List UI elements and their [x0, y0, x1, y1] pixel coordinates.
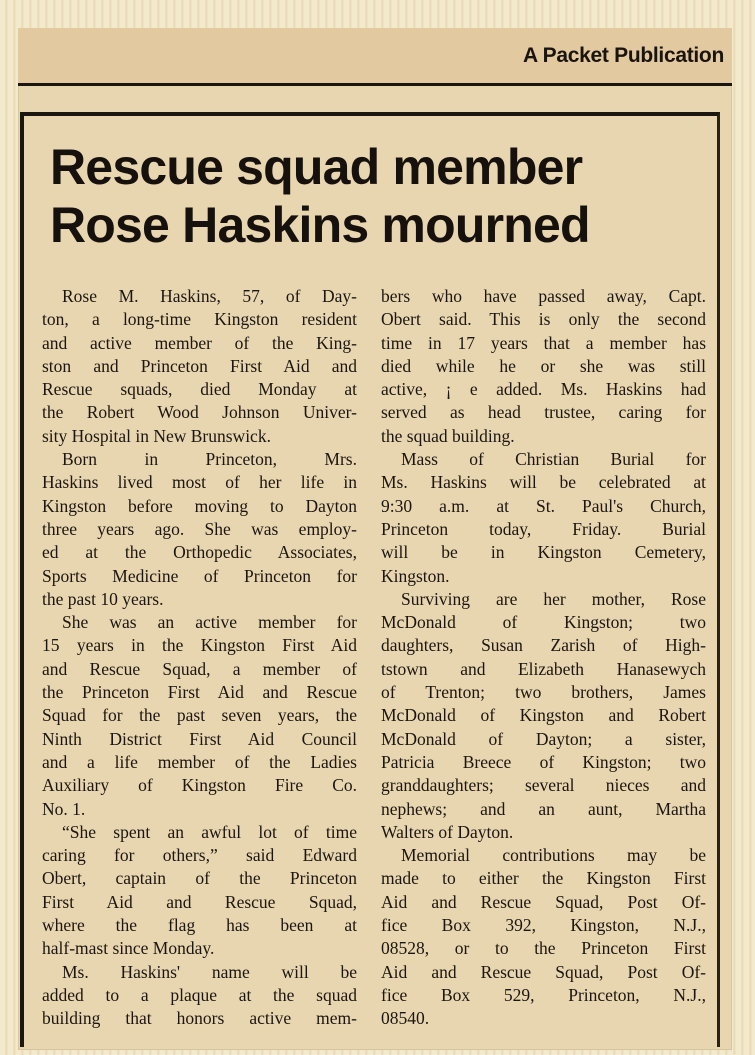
article-text-line: Princeton today, Friday. Burial: [381, 518, 706, 539]
article-text-line: Obert, captain of the Princeton: [42, 868, 357, 889]
article-text-line: bers who have passed away, Capt.: [381, 286, 706, 306]
article-text-line: ston and Princeton First Aid and: [42, 355, 357, 376]
article-text-line: time in 17 years that a member has: [381, 332, 706, 353]
article-text-line: McDonald of Kingston; two: [381, 612, 706, 633]
article-text-line: Kingston before moving to Dayton: [42, 495, 357, 516]
article-column-right: [381, 285, 706, 1031]
article-text-line: ed at the Orthopedic Associates,: [42, 542, 357, 563]
article-text-line: and a life member of the Ladies: [42, 751, 357, 772]
header-rule: [18, 83, 732, 86]
article-text-line: Aid and Rescue Squad, Post Of-: [381, 891, 706, 912]
article-text-line: Haskins lived most of her life in: [42, 472, 357, 493]
article-text-line: 08540.: [381, 1008, 430, 1029]
article-text-line: Mass of Christian Burial for: [401, 449, 706, 470]
article-text-line: 9:30 a.m. at St. Paul's Church,: [381, 495, 706, 516]
article-text-line: Walters of Dayton.: [381, 821, 514, 842]
article-text-line: building that honors active mem-: [42, 1008, 357, 1029]
article-text-line: fice Box 529, Princeton, N.J.,: [381, 984, 706, 1005]
article-text-line: sity Hospital in New Brunswick.: [42, 425, 271, 446]
article-text-line: added to a plaque at the squad: [42, 984, 357, 1005]
publication-label: A Packet Publication: [523, 44, 724, 67]
article-text-line: No. 1.: [42, 798, 86, 819]
article-text-line: granddaughters; several nieces and: [381, 775, 706, 796]
article-text-line: died while he or she was still: [381, 355, 706, 376]
article-text-line: nephews; and an aunt, Martha: [381, 798, 706, 819]
headline-line-2: Rose Haskins mourned: [50, 197, 590, 253]
article-text-line: First Aid and Rescue Squad,: [42, 891, 357, 912]
article-text-line: McDonald of Dayton; a sister,: [381, 728, 706, 749]
article-text-line: fice Box 392, Kingston, N.J.,: [381, 915, 706, 936]
article-text-line: where the flag has been at: [42, 915, 357, 936]
article-text-line: Rose M. Haskins, 57, of Day-: [62, 286, 357, 306]
article-text-line: Rescue squads, died Monday at: [42, 379, 357, 400]
article-text-line: Born in Princeton, Mrs.: [62, 449, 357, 470]
article-text-line: She was an active member for: [62, 612, 357, 633]
article-text-line: “She spent an awful lot of time: [62, 821, 357, 842]
article-text-line: Kingston.: [381, 565, 450, 586]
article-text-line: three years ago. She was employ-: [42, 518, 357, 539]
article-text-line: Auxiliary of Kingston Fire Co.: [42, 775, 357, 796]
article-text-line: the past 10 years.: [42, 588, 164, 609]
article-column-left: [42, 285, 357, 1031]
article-text-line: will be in Kingston Cemetery,: [381, 542, 706, 563]
article-text-line: Memorial contributions may be: [401, 845, 706, 866]
article-text-line: the Robert Wood Johnson Univer-: [42, 402, 357, 423]
article-text-line: ton, a long-time Kingston resident: [42, 309, 357, 330]
article-text-line: served as head trustee, caring for: [381, 402, 706, 423]
article-text-line: and active member of the King-: [42, 332, 357, 353]
article-text-line: Ninth District First Aid Council: [42, 728, 357, 749]
article-text-line: Squad for the past seven years, the: [42, 705, 357, 726]
article-text-line: Obert said. This is only the second: [381, 309, 706, 330]
headline-line-1: Rescue squad member: [50, 139, 583, 195]
article-text-line: Sports Medicine of Princeton for: [42, 565, 357, 586]
article-text-line: Ms. Haskins' name will be: [62, 961, 357, 982]
article-text-line: Surviving are her mother, Rose: [401, 588, 706, 609]
article-text-line: active, ¡ e added. Ms. Haskins had: [381, 379, 706, 400]
article-text-line: daughters, Susan Zarish of High-: [381, 635, 706, 656]
article-text-line: Patricia Breece of Kingston; two: [381, 751, 706, 772]
article-text-line: half-mast since Monday.: [42, 938, 215, 959]
article-text-line: of Trenton; two brothers, James: [381, 682, 706, 703]
article-text-line: and Rescue Squad, a member of: [42, 658, 357, 679]
article-text-line: the squad building.: [381, 425, 515, 446]
article-headline: [50, 138, 710, 254]
article-text-line: Ms. Haskins will be celebrated at: [381, 472, 706, 493]
article-text-line: caring for others,” said Edward: [42, 845, 357, 866]
article-text-line: McDonald of Kingston and Robert: [381, 705, 706, 726]
article-text-line: 08528, or to the Princeton First: [381, 938, 706, 959]
article-text-line: tstown and Elizabeth Hanasewych: [381, 658, 706, 679]
publication-header-bar: [18, 28, 732, 83]
article-text-line: 15 years in the Kingston First Aid: [42, 635, 357, 656]
article-text-line: Aid and Rescue Squad, Post Of-: [381, 961, 706, 982]
article-text-line: made to either the Kingston First: [381, 868, 706, 889]
article-text-line: the Princeton First Aid and Rescue: [42, 682, 357, 703]
